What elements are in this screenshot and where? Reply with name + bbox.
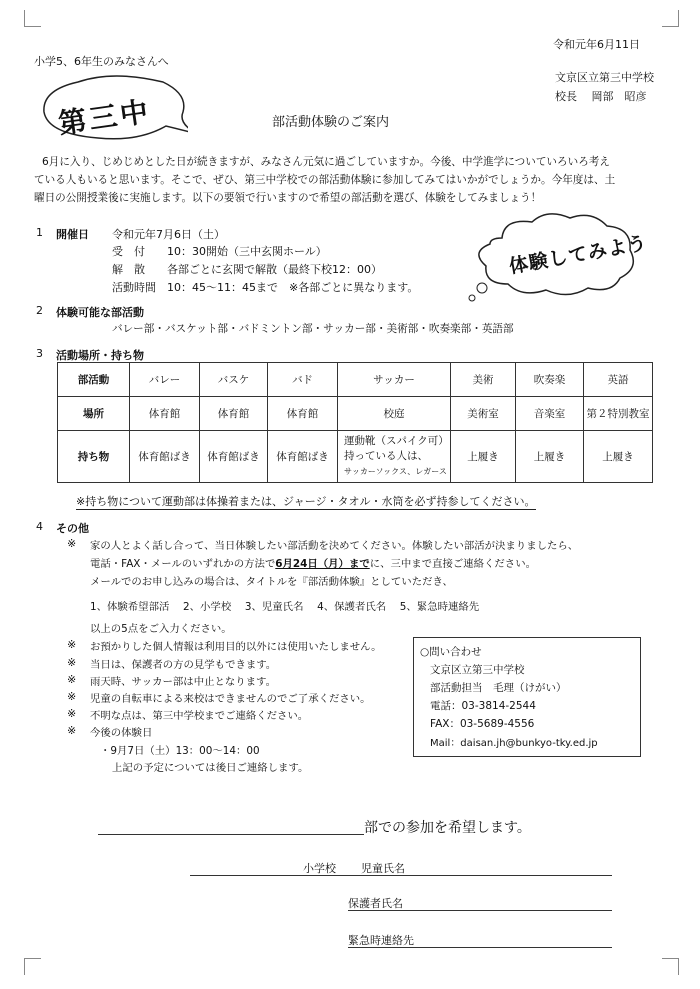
- contact-tel: 電話：03-3814-2544: [430, 700, 536, 712]
- emergency-contact-label: 緊急時連絡先: [348, 934, 414, 947]
- note-mark: ※: [67, 707, 77, 720]
- school-label: 小学校: [303, 862, 336, 875]
- table-cell: 体育館: [200, 397, 268, 431]
- section-2-number: 2: [36, 304, 43, 317]
- page-title: 部活動体験のご案内: [272, 115, 390, 130]
- other-line-1: 家の人とよく話し合って、当日体験したい部活動を決めてください。体験したい部活が決まりましたら、: [90, 540, 579, 552]
- soccer-item-line: 持っている人は、: [344, 450, 428, 462]
- section-2-title: 体験可能な部活動: [56, 306, 144, 319]
- contact-heading: ○問い合わせ: [420, 646, 482, 658]
- table-cell: 美術: [451, 363, 516, 397]
- required-fields: 1、体験希望部活 2、小学校 3、児童氏名 4、保護者氏名 5、緊急時連絡先: [90, 601, 480, 613]
- school-name: 文京区立第三中学校: [555, 71, 654, 84]
- table-cell: 体育館: [130, 397, 200, 431]
- table-cell: 体育館ばき: [130, 431, 200, 483]
- contact-email: Mail：daisan.jh@bunkyo-tky.ed.jp: [430, 738, 598, 749]
- table-cell-soccer-items: [338, 431, 451, 483]
- future-note: 上記の予定については後日ご連絡します。: [112, 762, 309, 774]
- contact-fax: FAX：03-5689-4556: [430, 718, 535, 730]
- intro-line-1: 6月に入り、じめじめとした日が続きますが、みなさん元気に過ごしていますか。今後、中学進学についていろいろ考え: [42, 156, 610, 168]
- table-row-items: [58, 431, 653, 483]
- intro-line-2: ている人もいると思います。そこで、ぜひ、第三中学校での部活動体験に参加してみてはいかがでしょうか。今年度は、土: [34, 174, 616, 186]
- other-line-2: [90, 555, 536, 570]
- note-future: 今後の体験日: [90, 727, 153, 739]
- table-row-places: [58, 397, 653, 431]
- intro-line-3: 曜日の公開授業後に実施します。以下の要領で行いますので希望の部活動を選び、体験をしてみましょう！: [34, 192, 542, 204]
- note-mark: ※: [67, 638, 77, 651]
- dismissal-line: 解 散 各部ごとに玄関で解散（最終下校12：00）: [112, 263, 382, 276]
- recipient: 小学5、6年生のみなさんへ: [34, 55, 169, 68]
- table-cell: サッカー: [338, 363, 451, 397]
- table-cell: 体育館ばき: [268, 431, 338, 483]
- contact-instruction: に、三中まで直接ご連絡ください。: [369, 558, 536, 570]
- crop-mark-top-left: [24, 10, 41, 27]
- row-header-items: 持ち物: [58, 431, 130, 483]
- table-cell: 美術室: [451, 397, 516, 431]
- belongings-note: ※持ち物について運動部は体操着または、ジャージ・タオル・水筒を必ず持参してください。: [76, 495, 536, 508]
- table-cell: 体育館ばき: [200, 431, 268, 483]
- section-4-title: その他: [56, 522, 89, 535]
- table-cell: バスケ: [200, 363, 268, 397]
- table-row-clubs: [58, 363, 653, 397]
- activity-time-line: 活動時間 10：45～11：45まで ※各部ごとに異なります。: [112, 281, 419, 294]
- required-fields-note: 以上の5点をご入力ください。: [90, 623, 232, 635]
- principal-name: 校長 岡部 昭彦: [555, 90, 647, 103]
- crop-mark-bottom-left: [24, 958, 41, 975]
- soccer-item-line: サッカーソックス、レガース: [344, 467, 447, 476]
- note-mark: ※: [67, 537, 77, 550]
- section-1-number: 1: [36, 226, 43, 239]
- emergency-field-line[interactable]: [348, 947, 612, 948]
- note-guardian: 当日は、保護者の方の見学もできます。: [90, 659, 277, 671]
- guardian-name-label: 保護者氏名: [348, 897, 403, 910]
- note-mark: ※: [67, 724, 77, 737]
- crop-mark-top-right: [662, 10, 679, 27]
- section-3-title: 活動場所・持ち物: [56, 349, 144, 362]
- child-name-label: 児童氏名: [361, 862, 405, 875]
- soccer-item-line: 運動靴（スパイク可）: [344, 435, 449, 447]
- future-date: ・9月7日（土）13：00～14：00: [100, 745, 260, 757]
- table-cell: 吹奏楽: [516, 363, 584, 397]
- table-cell: バド: [268, 363, 338, 397]
- section-3-number: 3: [36, 347, 43, 360]
- section-1-title: 開催日: [56, 228, 89, 241]
- table-cell: 上履き: [584, 431, 653, 483]
- reception-line: 受 付 10：30開始（三中玄関ホール）: [112, 245, 327, 258]
- section-4-number: 4: [36, 520, 43, 533]
- table-cell: 上履き: [516, 431, 584, 483]
- table-cell: バレー: [130, 363, 200, 397]
- crop-mark-bottom-right: [662, 958, 679, 975]
- note-rain: 雨天時、サッカー部は中止となります。: [90, 676, 276, 688]
- table-cell: 体育館: [268, 397, 338, 431]
- note-mark: ※: [67, 673, 77, 686]
- issue-date: 令和元年6月11日: [553, 38, 640, 51]
- club-name-field-line[interactable]: [98, 834, 364, 835]
- guardian-field-line[interactable]: [348, 910, 612, 911]
- participation-text: 部での参加を希望します。: [364, 820, 531, 836]
- table-cell: 音楽室: [516, 397, 584, 431]
- contact-method-text: 電話・FAX・メールのいずれかの方法で: [90, 558, 276, 570]
- other-line-3: メールでのお申し込みの場合は、タイトルを『部活動体験』としていただき、: [90, 576, 453, 588]
- club-list: バレー部・バスケット部・バドミントン部・サッカー部・美術部・吹奏楽部・英語部: [112, 323, 514, 335]
- row-header-club: 部活動: [58, 363, 130, 397]
- table-cell: 第２特別教室: [584, 397, 653, 431]
- contact-school: 文京区立第三中学校: [430, 664, 525, 676]
- school-child-field-line[interactable]: [190, 875, 612, 876]
- table-cell: 校庭: [338, 397, 451, 431]
- event-date: 令和元年7月6日（土）: [112, 228, 225, 241]
- row-header-place: 場所: [58, 397, 130, 431]
- table-cell: 英語: [584, 363, 653, 397]
- note-privacy: お預かりした個人情報は利用目的以外には使用いたしません。: [90, 641, 382, 653]
- cloud-label: 体験してみよう: [507, 231, 650, 278]
- note-bicycle: 児童の自転車による来校はできませんのでご了承ください。: [90, 693, 371, 705]
- contact-box: [413, 637, 641, 757]
- deadline-date: 6月24日（月）まで: [275, 558, 370, 570]
- brand-label: 第三中: [56, 94, 154, 141]
- contact-person: 部活動担当 毛理（けがい）: [430, 682, 567, 694]
- table-cell: 上履き: [451, 431, 516, 483]
- note-questions: 不明な点は、第三中学校までご連絡ください。: [90, 710, 309, 722]
- activity-table: [57, 362, 653, 483]
- note-mark: ※: [67, 656, 77, 669]
- note-mark: ※: [67, 690, 77, 703]
